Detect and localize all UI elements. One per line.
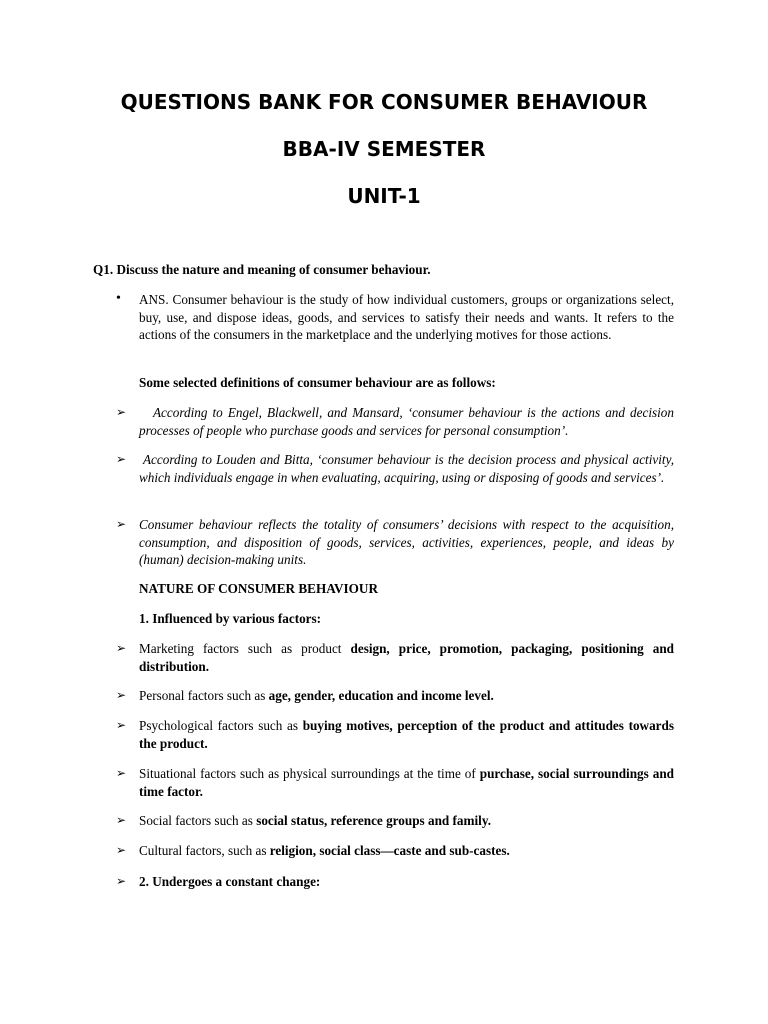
arrow-bullet-icon: ➢ bbox=[116, 843, 127, 857]
factor-marketing: Marketing factors such as product design, price, promotion, packaging, positioning and distribution. bbox=[139, 641, 674, 674]
answer-paragraph: ANS. Consumer behaviour is the study of how individual customers, groups or organizations select, buy, use, and dispose ideas, goods, and services to satisfy their needs and wants. It refers to the actions of the consumers in the marketplace and the underlying motives for those actions. bbox=[139, 292, 674, 342]
factor-situational: Situational factors such as physical surroundings at the time of purchase, social surroundings and time factor. bbox=[139, 766, 675, 799]
point-2-heading: 2. Undergoes a constant change: bbox=[139, 874, 321, 889]
arrow-bullet-icon: ➢ bbox=[116, 517, 127, 531]
semester-heading: BBA-IV SEMESTER bbox=[282, 137, 486, 161]
bullet-icon: • bbox=[116, 291, 121, 306]
arrow-bullet-icon: ➢ bbox=[116, 766, 127, 780]
factor-social: Social factors such as social status, reference groups and family. bbox=[139, 813, 491, 828]
definition-2: According to Louden and Bitta, ‘consumer behaviour is the decision process and physical activity, which individuals engage in when evaluating, acquiring, using or disposing of goods and services’. bbox=[139, 452, 674, 485]
arrow-bullet-icon: ➢ bbox=[116, 718, 127, 732]
definition-3: Consumer behaviour reflects the totality of consumers’ decisions with respect to the acquisition, consumption, and disposition of goods, services, activities, experiences, people, and ideas by (human) decision-making units. bbox=[139, 517, 674, 567]
arrow-bullet-icon: ➢ bbox=[116, 688, 127, 702]
point-1-heading: 1. Influenced by various factors: bbox=[139, 611, 322, 626]
arrow-bullet-icon: ➢ bbox=[116, 813, 127, 827]
question-1: Q1. Discuss the nature and meaning of consumer behaviour. bbox=[93, 262, 431, 277]
arrow-bullet-icon: ➢ bbox=[116, 874, 127, 888]
definitions-heading: Some selected definitions of consumer behaviour are as follows: bbox=[139, 375, 496, 390]
arrow-bullet-icon: ➢ bbox=[116, 405, 127, 419]
document-title: QUESTIONS BANK FOR CONSUMER BEHAVIOUR bbox=[120, 90, 648, 114]
factor-cultural: Cultural factors, such as religion, social class—caste and sub-castes. bbox=[139, 843, 510, 858]
arrow-bullet-icon: ➢ bbox=[116, 641, 127, 655]
definition-1: According to Engel, Blackwell, and Mansard, ‘consumer behaviour is the actions and decision processes of people who purchase goods and services for personal consumption’. bbox=[139, 405, 674, 438]
factor-personal: Personal factors such as age, gender, education and income level. bbox=[139, 688, 494, 703]
nature-heading: NATURE OF CONSUMER BEHAVIOUR bbox=[139, 581, 378, 596]
arrow-bullet-icon: ➢ bbox=[116, 452, 127, 466]
unit-heading: UNIT-1 bbox=[347, 184, 421, 208]
factor-psychological: Psychological factors such as buying motives, perception of the product and attitudes towards the product. bbox=[139, 718, 674, 751]
